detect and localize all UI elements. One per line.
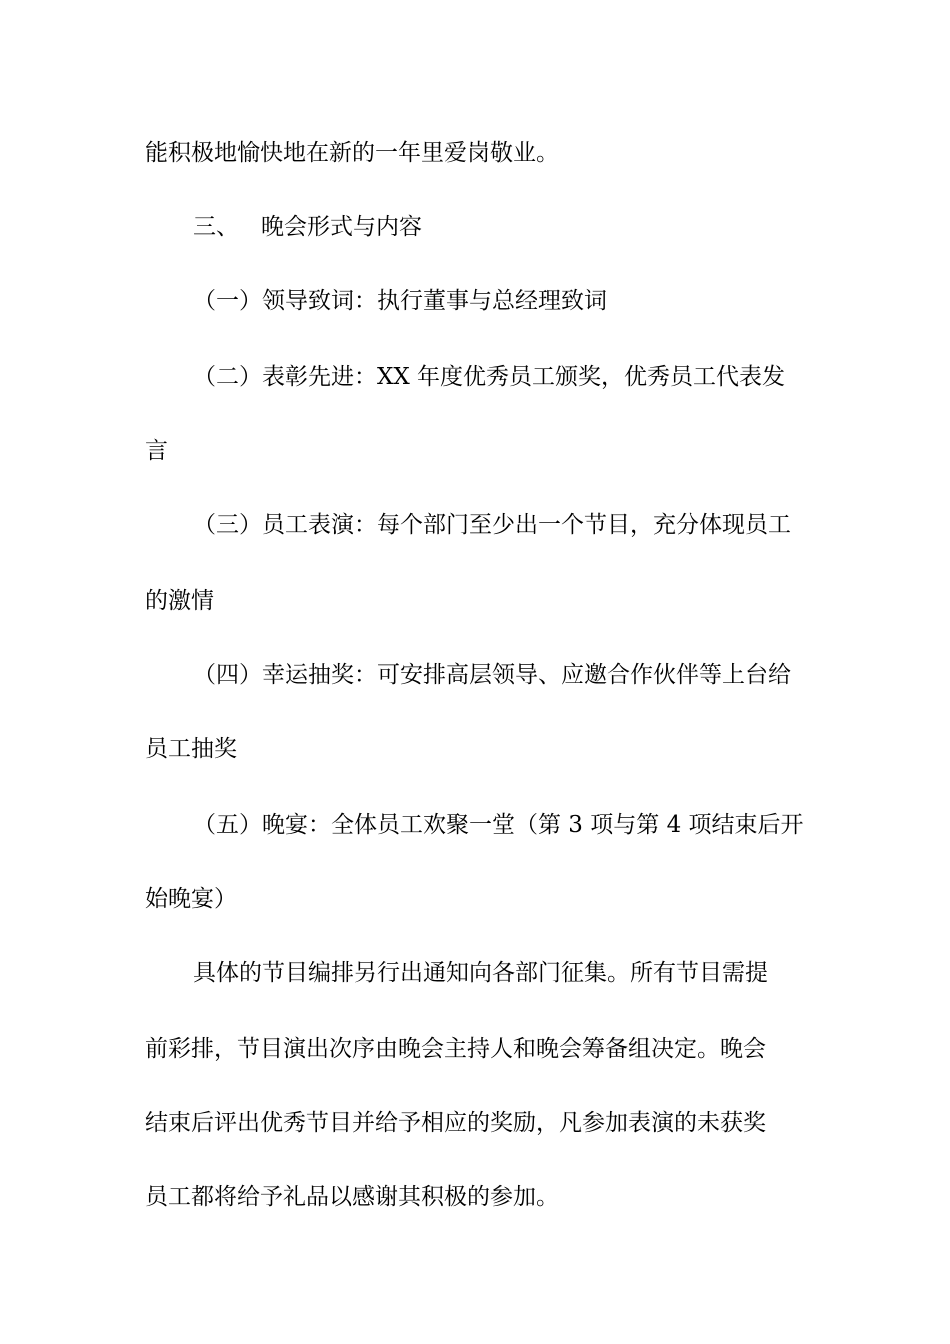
paragraph-line-4: 员工都将给予礼品以感谢其积极的参加。 <box>145 1184 559 1210</box>
paragraph-line-2: 前彩排，节目演出次序由晚会主持人和晚会筹备组决定。晚会 <box>145 1036 766 1062</box>
list-item-2-line-1: （二）表彰先进：XX 年度优秀员工颁奖，优秀员工代表发 <box>193 364 786 390</box>
list-item-4-line-1: （四）幸运抽奖：可安排高层领导、应邀合作伙伴等上台给 <box>193 662 791 688</box>
list-item-3-line-2: 的激情 <box>145 588 214 614</box>
list-item-5-line-2: 始晚宴） <box>145 886 237 912</box>
paragraph-continuation: 能积极地愉快地在新的一年里爱岗敬业。 <box>145 140 559 166</box>
list-item-1: （一）领导致词：执行董事与总经理致词 <box>193 288 607 314</box>
paragraph-line-1: 具体的节目编排另行出通知向各部门征集。所有节目需提 <box>193 960 768 986</box>
list-item-2-line-2: 言 <box>145 438 168 464</box>
section-heading <box>193 212 873 242</box>
section-number: 三、 <box>193 214 239 240</box>
list-item-5-line-1: （五）晚宴：全体员工欢聚一堂（第 3 项与第 4 项结束后开 <box>193 812 804 838</box>
list-item-3-line-1: （三）员工表演：每个部门至少出一个节目，充分体现员工 <box>193 512 791 538</box>
section-title: 晚会形式与内容 <box>261 214 422 240</box>
paragraph-line-3: 结束后评出优秀节目并给予相应的奖励，凡参加表演的未获奖 <box>145 1110 766 1136</box>
list-item-4-line-2: 员工抽奖 <box>145 736 237 762</box>
